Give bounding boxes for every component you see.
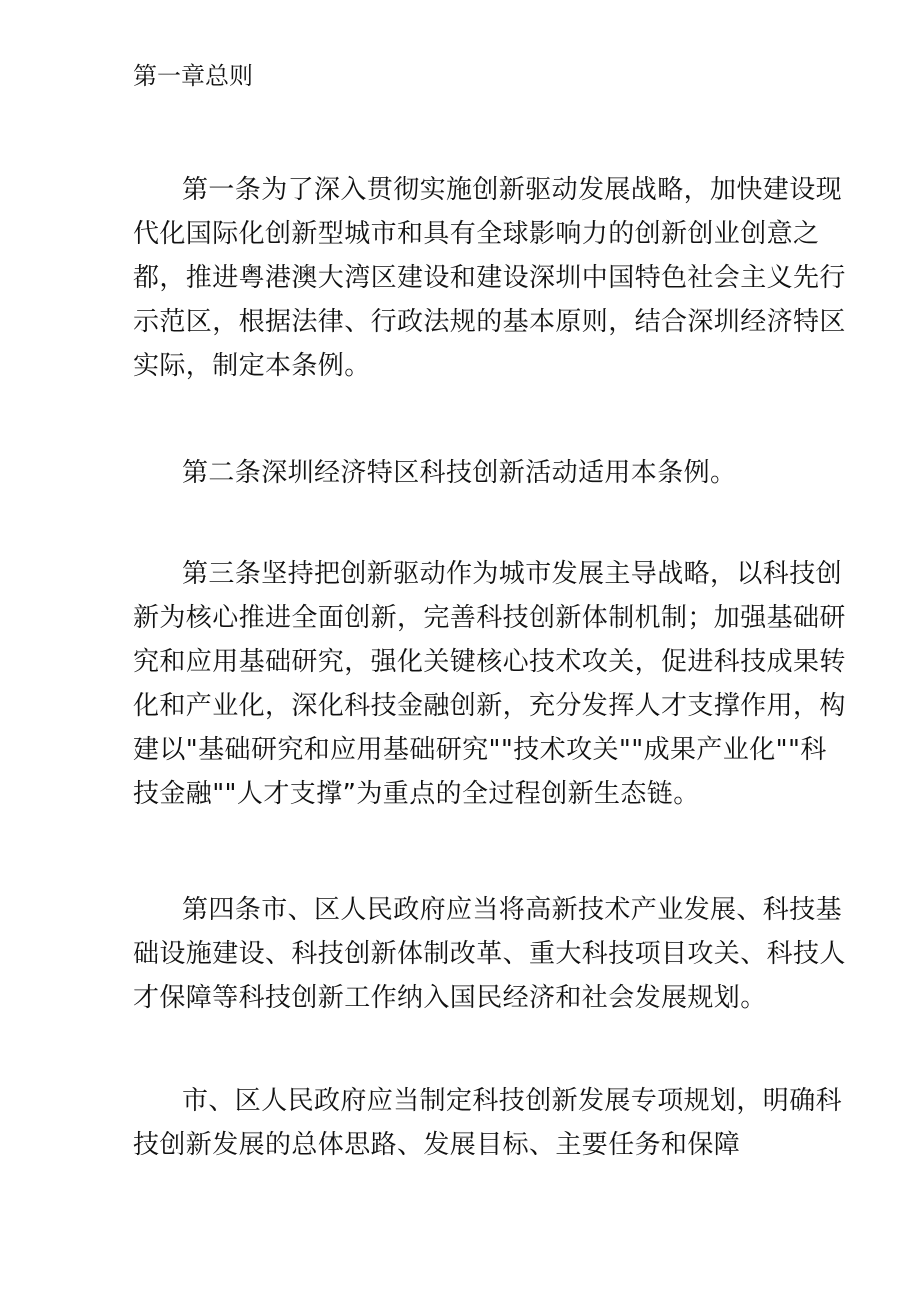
text-line: 化和产业化，深化科技金融创新，充分发挥人才支撑作用，构 — [133, 691, 846, 721]
text-line: 示范区，根据法律、行政法规的基本原则，结合深圳经济特区 — [133, 307, 846, 337]
text-line: 建以"基础研究和应用基础研究""技术攻关""成果产业化""科 — [133, 735, 827, 765]
article-2-paragraph — [133, 451, 736, 495]
text-line: 究和应用基础研究，强化关键核心技术攻关，促进科技成果转 — [133, 647, 846, 677]
text-line: 代化国际化创新型城市和具有全球影响力的创新创业创意之 — [133, 219, 820, 249]
article-3-paragraph — [133, 552, 846, 816]
article-4-subparagraph — [133, 1079, 842, 1167]
chapter-title: 第一章总则 — [133, 62, 253, 90]
text-line: 技金融""人才支撑”为重点的全过程创新生态链。 — [133, 779, 700, 809]
article-4-paragraph — [133, 888, 846, 1020]
text-line: 第三条坚持把创新驱动作为城市发展主导战略，以科技创 — [182, 559, 843, 589]
text-line: 实际，制定本条例。 — [133, 351, 371, 381]
text-line: 第二条深圳经济特区科技创新活动适用本条例。 — [182, 458, 737, 488]
text-line: 第四条市、区人民政府应当将高新技术产业发展、科技基 — [182, 895, 843, 925]
text-line: 新为核心推进全面创新，完善科技创新体制机制；加强基础研 — [133, 603, 846, 633]
text-line: 才保障等科技创新工作纳入国民经济和社会发展规划。 — [133, 983, 767, 1013]
text-line: 技创新发展的总体思路、发展目标、主要任务和保障 — [133, 1130, 741, 1160]
text-line: 都，推进粤港澳大湾区建设和建设深圳中国特色社会主义先行 — [133, 263, 846, 293]
text-line: 市、区人民政府应当制定科技创新发展专项规划，明确科 — [182, 1086, 843, 1116]
text-line: 础设施建设、科技创新体制改革、重大科技项目攻关、科技人 — [133, 939, 846, 969]
text-line: 第一条为了深入贯彻实施创新驱动发展战略，加快建设现 — [182, 175, 843, 205]
article-1-paragraph — [133, 168, 846, 388]
